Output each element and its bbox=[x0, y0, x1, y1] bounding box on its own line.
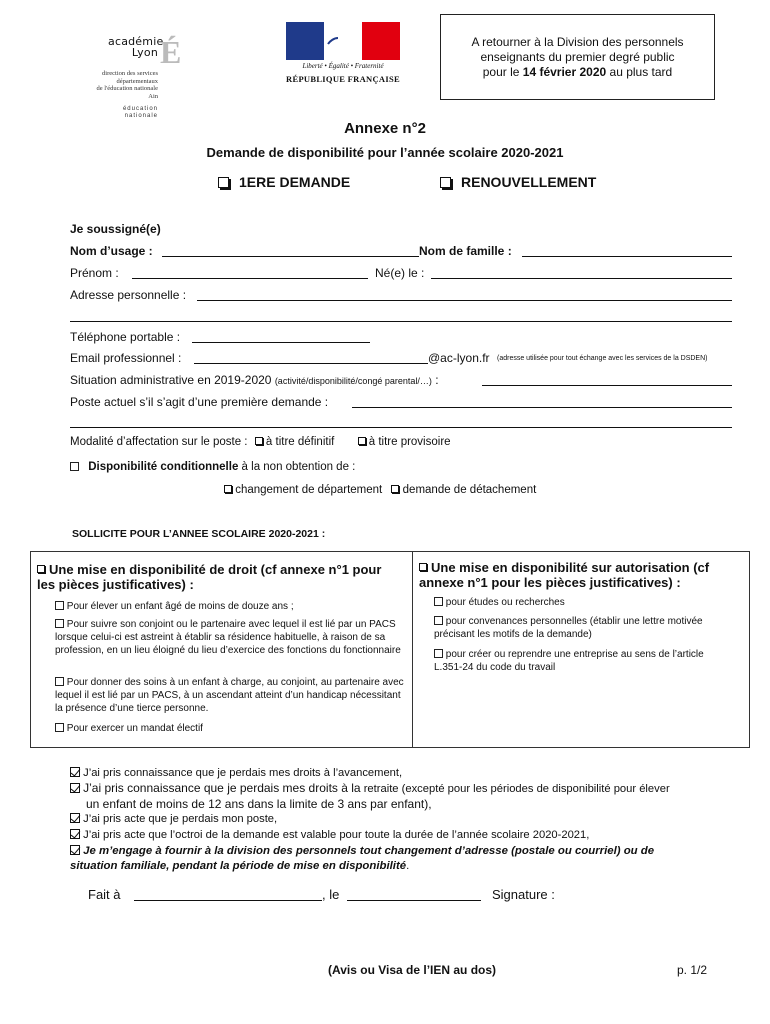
left-item-3: Pour donner des soins à un enfant à charge, au conjoint, au partenaire avec lequel il est lié par un PACS, à un ascendant atteint d’un handicap nécessitant la présence d’une tierce personne. bbox=[55, 677, 404, 714]
sur-autorisation-checkbox[interactable] bbox=[419, 563, 427, 571]
left-item-4-checkbox[interactable] bbox=[55, 723, 64, 732]
checkbox-icon[interactable] bbox=[218, 177, 229, 188]
left-item-2-checkbox[interactable] bbox=[55, 619, 64, 628]
left-item-1-checkbox[interactable] bbox=[55, 601, 64, 610]
dir-line-2: départementaux bbox=[116, 77, 158, 85]
ed-line-2: nationale bbox=[124, 112, 158, 119]
dir-line-3: de l'éducation nationale bbox=[96, 85, 158, 92]
adresse-field[interactable] bbox=[197, 300, 732, 301]
demande-detachement-checkbox[interactable] bbox=[391, 485, 399, 493]
checkbox-checked-icon[interactable] bbox=[70, 813, 80, 823]
poste-label: Poste actuel s’il s’agit d’une première demande : bbox=[70, 395, 329, 409]
column-divider bbox=[412, 552, 413, 747]
changement-departement-label: changement de département bbox=[235, 484, 383, 496]
choice-label: 1ERE DEMANDE bbox=[239, 174, 351, 190]
modalite-row: Modalité d’affectation sur le poste : à titre définitif à titre provisoire bbox=[70, 436, 451, 448]
adresse-label: Adresse personnelle : bbox=[70, 288, 187, 302]
telephone-field[interactable] bbox=[192, 342, 370, 343]
fait-a-field[interactable] bbox=[134, 900, 322, 901]
engagement-4: J’ai pris acte que l’octroi de la demande est valable pour toute la durée de l’année scolaire 2020-2021, bbox=[70, 828, 589, 842]
nom-usage-field[interactable] bbox=[162, 256, 419, 257]
right-column-heading: Une mise en disponibilité sur autorisation (cf annexe n°1 pour les pièces justificatives) : bbox=[419, 560, 710, 590]
nom-usage-label: Nom d’usage : bbox=[70, 244, 153, 258]
demande-detachement-label: demande de détachement bbox=[402, 484, 537, 496]
academie-label: académie bbox=[108, 35, 164, 48]
adresse-field-line-2[interactable] bbox=[70, 321, 732, 322]
modalite-definitif-checkbox[interactable] bbox=[255, 437, 263, 445]
date-label: , le bbox=[322, 887, 340, 902]
dispo-conditionnelle-checkbox[interactable] bbox=[70, 462, 79, 471]
right-item-2: pour convenances personnelles (établir une lettre motivée précisant les motifs de la demande) bbox=[434, 616, 703, 640]
left-item-1: Pour élever un enfant âgé de moins de douze ans ; bbox=[55, 600, 405, 613]
return-line-2: enseignants du premier degré public bbox=[480, 49, 675, 64]
engagement-2: J’ai pris connaissance que je perdais mes droits à la retraite (excepté pour les périodes de disponibilité pour élever bbox=[70, 781, 750, 796]
nom-famille-label: Nom de famille : bbox=[419, 244, 512, 258]
nom-famille-field[interactable] bbox=[522, 256, 732, 257]
checkbox-checked-icon[interactable] bbox=[70, 845, 80, 855]
signature-label: Signature : bbox=[492, 887, 555, 902]
page-title: Annexe n°2 bbox=[344, 120, 426, 137]
engagement-5-cont: situation familiale, pendant la période de mise en disponibilité. bbox=[70, 860, 410, 872]
avis-ien-note: (Avis ou Visa de l’IEN au dos) bbox=[328, 963, 497, 977]
academie-e-glyph: É bbox=[160, 34, 182, 70]
prenom-field[interactable] bbox=[132, 278, 368, 279]
engagement-3: J’ai pris acte que je perdais mon poste, bbox=[70, 812, 277, 826]
engagement-1: J’ai pris connaissance que je perdais mes droits à l’avancement, bbox=[70, 766, 402, 780]
prenom-label: Prénom : bbox=[70, 266, 119, 280]
dir-line-1: direction des services bbox=[102, 70, 158, 77]
marianne-flag-icon bbox=[286, 22, 400, 60]
situation-field[interactable] bbox=[482, 385, 732, 386]
return-line-1: A retourner à la Division des personnels bbox=[471, 34, 684, 49]
checkbox-checked-icon[interactable] bbox=[70, 767, 80, 777]
modalite-definitif-label: à titre définitif bbox=[265, 436, 335, 448]
return-deadline-box bbox=[440, 14, 715, 100]
ne-le-field[interactable] bbox=[431, 278, 732, 279]
email-note: (adresse utilisée pour tout échange avec les services de la DSDEN) bbox=[497, 355, 708, 362]
disponibilite-options-table bbox=[30, 551, 750, 748]
deadline-date: 14 février 2020 bbox=[522, 64, 607, 79]
sollicite-heading: SOLLICITE POUR L’ANNEE SCOLAIRE 2020-2021 : bbox=[72, 528, 326, 540]
dir-line-4: Ain bbox=[148, 92, 158, 100]
choice-renouvellement[interactable] bbox=[440, 174, 596, 190]
email-domain: @ac-lyon.fr bbox=[428, 351, 490, 365]
email-label: Email professionnel : bbox=[70, 351, 182, 365]
poste-field[interactable] bbox=[352, 407, 732, 408]
left-item-3-checkbox[interactable] bbox=[55, 677, 64, 686]
condition-options-row bbox=[224, 484, 536, 496]
checkbox-icon[interactable] bbox=[440, 177, 451, 188]
lyon-label: Lyon bbox=[131, 46, 158, 59]
modalite-provisoire-label: à titre provisoire bbox=[368, 436, 451, 448]
poste-field-line-2[interactable] bbox=[70, 427, 732, 428]
telephone-label: Téléphone portable : bbox=[70, 330, 181, 344]
engagement-5: Je m’engage à fournir à la division des personnels tout changement d’adresse (postale ou courriel) ou de bbox=[70, 844, 760, 858]
dispo-conditionnelle-row: Disponibilité conditionnelle à la non obtention de : bbox=[70, 461, 355, 473]
rf-name: RÉPUBLIQUE FRANÇAISE bbox=[286, 74, 400, 84]
right-item-2-checkbox[interactable] bbox=[434, 616, 443, 625]
return-line-3: pour le 14 février 2020 au plus tard bbox=[482, 64, 673, 79]
republique-francaise-logo bbox=[284, 22, 402, 92]
modalite-provisoire-checkbox[interactable] bbox=[358, 437, 366, 445]
ed-line-1: éducation bbox=[122, 106, 158, 112]
right-item-3-checkbox[interactable] bbox=[434, 649, 443, 658]
page-number: p. 1/2 bbox=[677, 963, 708, 977]
left-column-heading: Une mise en disponibilité de droit (cf annexe n°1 pour les pièces justificatives) : bbox=[37, 562, 382, 592]
engagement-2-cont: un enfant de moins de 12 ans dans la limite de 3 ans par enfant), bbox=[86, 797, 432, 811]
academie-lyon-logo bbox=[80, 30, 190, 120]
checkbox-checked-icon[interactable] bbox=[70, 783, 80, 793]
changement-departement-checkbox[interactable] bbox=[224, 485, 232, 493]
je-soussigne-label: Je soussigné(e) bbox=[70, 222, 161, 236]
situation-note: (activité/disponibilité/congé parental/…) bbox=[274, 376, 432, 386]
right-item-1: pour études ou recherches bbox=[434, 596, 744, 609]
choice-label: RENOUVELLEMENT bbox=[461, 174, 597, 190]
email-field[interactable] bbox=[194, 363, 428, 364]
left-item-2: Pour suivre son conjoint ou le partenaire avec lequel il est lié par un PACS lorsque celui-ci est astreint à établir sa résidence habituelle, à raison de sa profession, en un lieu éloigné du lieu d’exercice des fonctions du fonctionnaire bbox=[55, 619, 401, 656]
ne-le-label: Né(e) le : bbox=[375, 266, 425, 280]
rf-motto: Liberté • Égalité • Fraternité bbox=[302, 62, 384, 70]
right-item-3: pour créer ou reprendre une entreprise au sens de l’article L.351-24 du code du travail bbox=[434, 649, 704, 673]
situation-label: Situation administrative en 2019-2020 (activité/disponibilité/congé parental/…) : bbox=[70, 373, 439, 387]
date-field[interactable] bbox=[347, 900, 481, 901]
checkbox-checked-icon[interactable] bbox=[70, 829, 80, 839]
de-droit-checkbox[interactable] bbox=[37, 565, 45, 573]
choice-premiere-demande[interactable] bbox=[218, 174, 350, 190]
left-item-4: Pour exercer un mandat électif bbox=[55, 722, 405, 735]
right-item-1-checkbox[interactable] bbox=[434, 597, 443, 606]
fait-a-label: Fait à bbox=[88, 887, 121, 902]
page-subtitle: Demande de disponibilité pour l’année scolaire 2020-2021 bbox=[206, 145, 564, 160]
